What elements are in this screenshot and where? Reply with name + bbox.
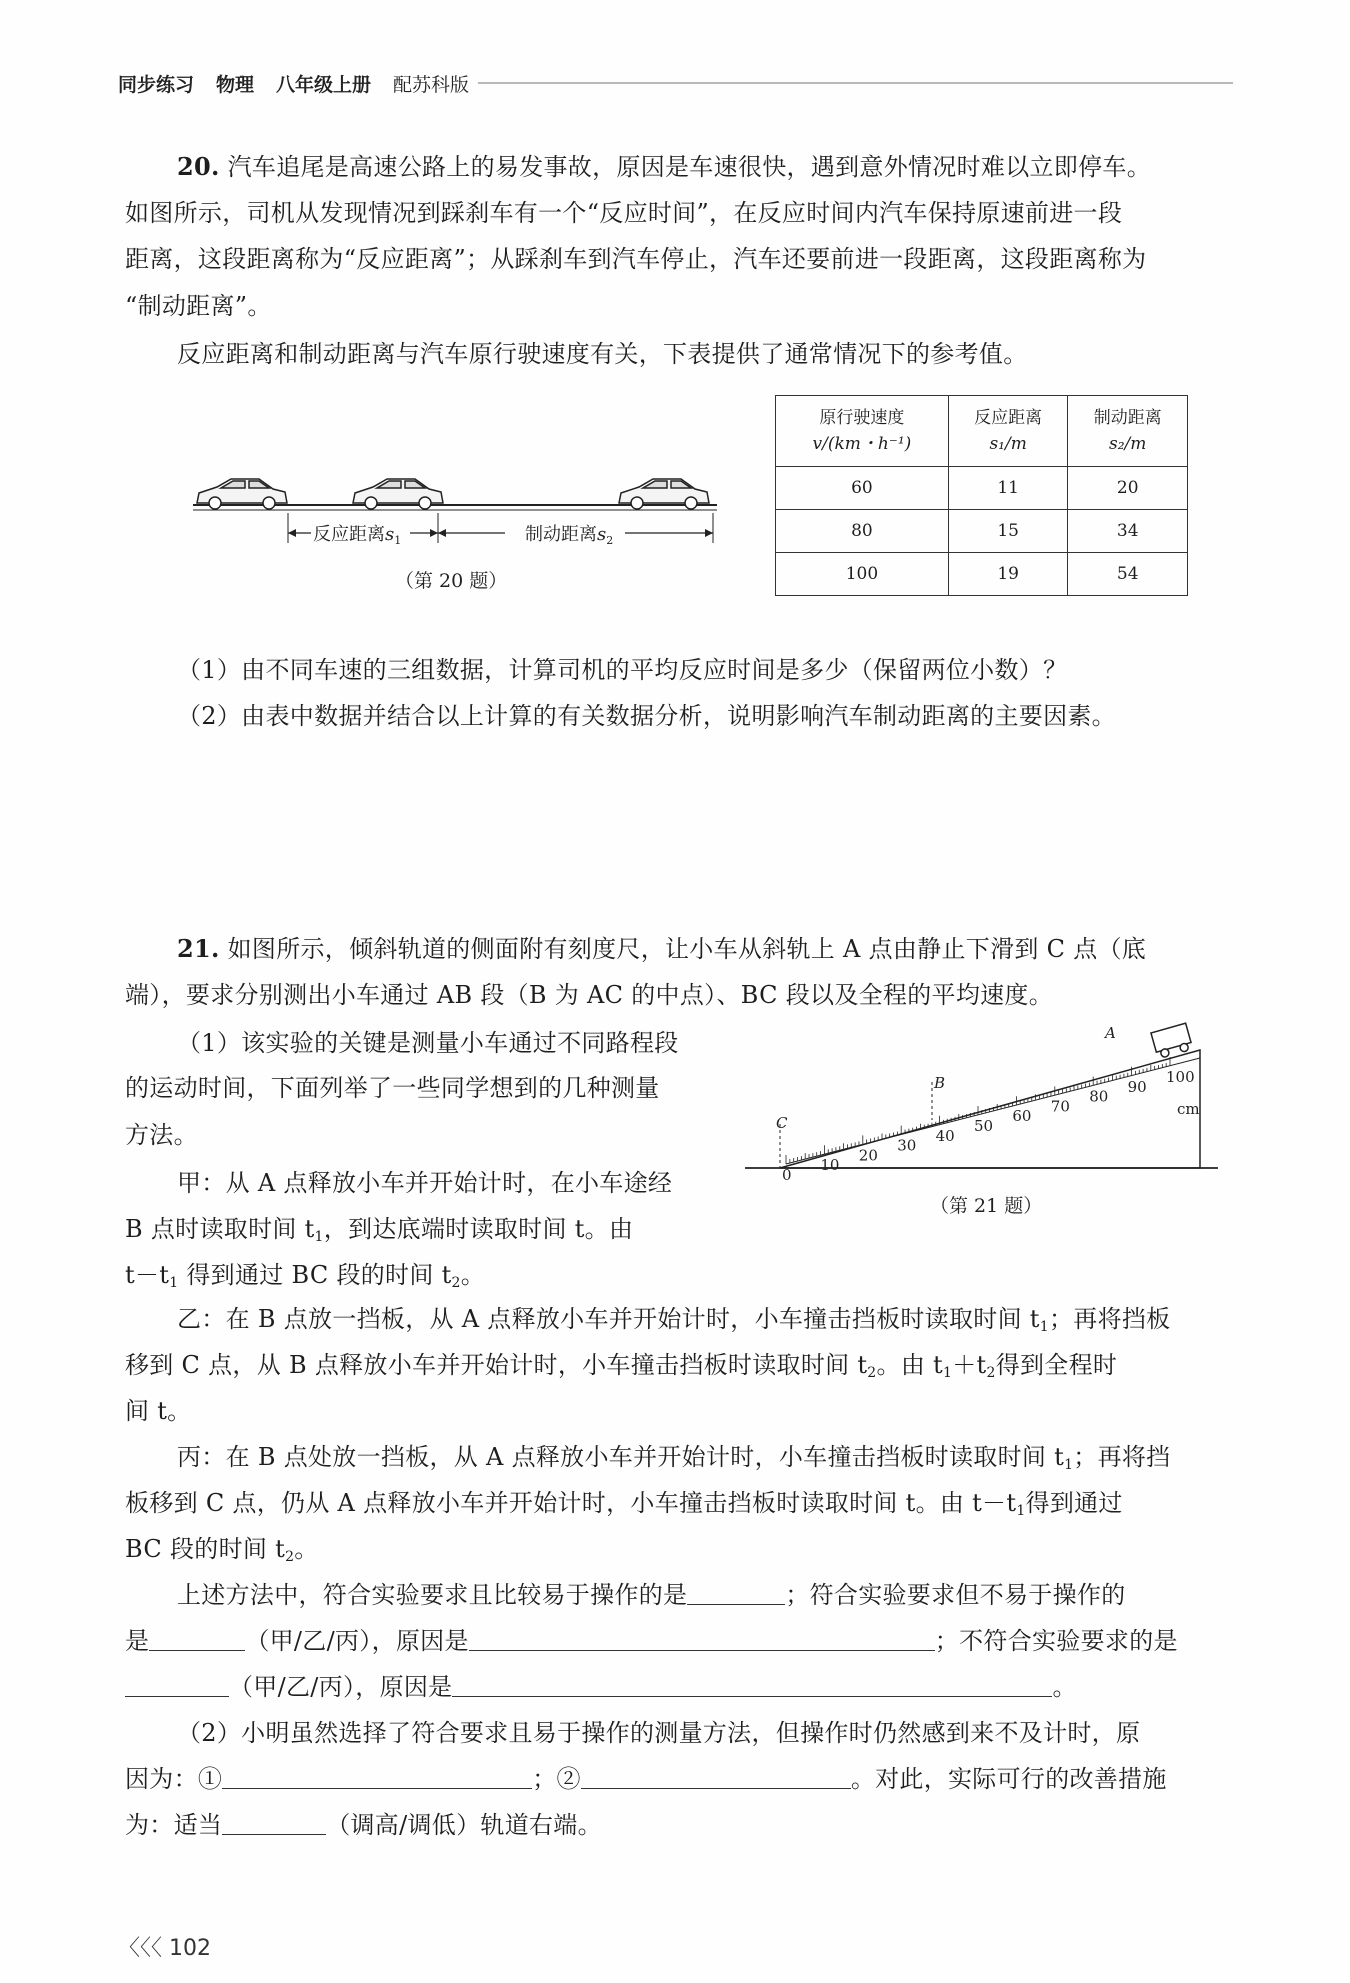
svg-text:（第 20 题）: （第 20 题） [395,570,508,592]
ruler-label: 20 [858,1146,878,1165]
q21-question-1: 上述方法中，符合实验要求且比较易于操作的是 ；符合实验要求但不易于操作的 [177,1581,1126,1609]
svg-text:B: B [934,1074,946,1092]
q20-sub-1: （1）由不同车速的三组数据，计算司机的平均反应时间是多少（保留两位小数）？ [177,656,1068,684]
answer-blank[interactable] [687,1582,785,1605]
q21-sub-2-line-1: （2）小明虽然选择了符合要求且易于操作的测量方法，但操作时仍然感到来不及计时，原 [177,1719,1141,1747]
q21-line-3: （1）该实验的关键是测量小车通过不同路程段 [177,1029,679,1057]
header-rule [478,82,1233,84]
q21-jia-1: 甲：从 A 点释放小车并开始计时，在小车途经 [177,1169,673,1197]
answer-blank[interactable] [149,1628,245,1651]
table-row: 80 15 34 [776,510,1188,553]
q21-bing-2: 板移到 C 点，仍从 A 点释放小车并开始计时，小车撞击挡板时读取时间 t。由 $t-t_1$得到通过 [125,1489,1123,1519]
q21-line-4: 的运动时间，下面列举了一些同学想到的几种测量 [125,1074,660,1102]
answer-blank[interactable] [222,1812,326,1835]
table-header-cell: 反应距离 s₁/m [948,396,1068,467]
q21-line-5: 方法。 [125,1121,198,1149]
svg-text:C: C [776,1114,788,1132]
q21-question-3: （甲/乙/丙），原因是 。 [125,1670,1077,1704]
q21-yi-3: 间 t。 [125,1397,192,1425]
q20-line-5: 反应距离和制动距离与汽车原行驶速度有关，下表提供了通常情况下的参考值。 [177,340,1028,368]
running-header [118,70,469,97]
q21-yi-2: 移到 C 点，从 B 点释放小车并开始计时，小车撞击挡板时读取时间 $t_2$。由 $t_1+t_2$得到全程时 [125,1351,1118,1381]
ruler-label: 70 [1050,1097,1070,1116]
q20-number: 20. [177,152,220,181]
answer-blank[interactable] [222,1766,532,1789]
ruler-label: 0 [782,1166,792,1184]
reference-table [775,395,1188,596]
svg-text:反应距离s1: 反应距离$s_1$ [313,524,402,547]
header-subject: 物理 [216,74,255,96]
svg-text:（第 21 题）: （第 21 题） [930,1195,1043,1217]
answer-blank[interactable] [452,1674,1052,1697]
q21-sub-2-line-2: 因为：① ；② 。对此，实际可行的改善措施 [125,1765,1167,1793]
q21-incline-figure [740,1022,1230,1222]
answer-blank[interactable] [125,1674,229,1697]
page-footer [118,1931,211,1962]
ruler-label: 40 [935,1126,955,1145]
q20-line-2: 如图所示，司机从发现情况到踩刹车有一个“反应时间”，在反应时间内汽车保持原速前进一段 [125,199,1123,227]
q21-sub-2-line-3: 为：适当 （调高/调低）轨道右端。 [125,1811,602,1839]
q20-car-figure [185,465,725,595]
ruler-label: 60 [1012,1107,1032,1126]
ruler-label: 50 [974,1117,994,1135]
q21-bing-3: BC 段的时间 $t_2$。 [125,1535,319,1565]
q20-sub-2: （2）由表中数据并结合以上计算的有关数据分析，说明影响汽车制动距离的主要因素。 [177,702,1116,730]
answer-blank[interactable] [469,1628,935,1651]
ruler-label: 100 [1166,1068,1195,1086]
svg-text:cm: cm [1177,1100,1200,1118]
answer-blank[interactable] [581,1766,851,1789]
q20-line-3: 距离，这段距离称为“反应距离”；从踩刹车到汽车停止，汽车还要前进一段距离，这段距离称为 [125,245,1147,273]
q21-number: 21. [177,934,220,963]
q21-yi-1: 乙：在 B 点放一挡板，从 A 点释放小车并开始计时，小车撞击挡板时读取时间 $t_1$；再将挡板 [177,1305,1171,1335]
ruler-label: 90 [1127,1077,1147,1096]
header-series: 同步练习 [118,74,195,96]
header-edition: 配苏科版 [393,74,470,96]
page-number: 102 [169,1936,212,1961]
q21-jia-2: B 点时读取时间 $t_1$，到达底端时读取时间 t。由 [125,1215,634,1245]
q20-line-1: 20. 汽车追尾是高速公路上的易发事故，原因是车速很快，遇到意外情况时难以立即停车。 [177,152,1151,181]
footer-arrows: 〈〈〈 [118,1936,163,1961]
header-grade: 八年级上册 [276,74,372,96]
q21-line-1: 21. 如图所示，倾斜轨道的侧面附有刻度尺，让小车从斜轨上 A 点由静止下滑到 C 点（底 [177,934,1147,963]
ruler-label: 10 [820,1156,840,1175]
svg-text:A: A [1105,1024,1116,1042]
ruler-label: 80 [1089,1087,1109,1106]
q21-bing-1: 丙：在 B 点处放一挡板，从 A 点释放小车并开始计时，小车撞击挡板时读取时间 $t_1$；再将挡 [177,1443,1171,1473]
q21-line-2: 端），要求分别测出小车通过 AB 段（B 为 AC 的中点）、BC 段以及全程的平均速度。 [125,981,1054,1009]
q21-question-2: 是 （甲/乙/丙），原因是 ；不符合实验要求的是 [125,1627,1178,1655]
q21-jia-3: $t-t_1$ 得到通过 BC 段的时间 $t_2$。 [125,1261,486,1291]
table-header-cell: 原行驶速度 v/(km・h⁻¹) [776,396,949,467]
ruler-label: 30 [897,1136,917,1155]
table-row: 100 19 54 [776,553,1188,596]
q20-line-4: “制动距离”。 [125,292,272,320]
table-header-cell: 制动距离 s₂/m [1068,396,1188,467]
table-row: 60 11 20 [776,467,1188,510]
table-header-row [776,396,1188,467]
svg-text:制动距离s2: 制动距离$s_2$ [525,524,614,547]
